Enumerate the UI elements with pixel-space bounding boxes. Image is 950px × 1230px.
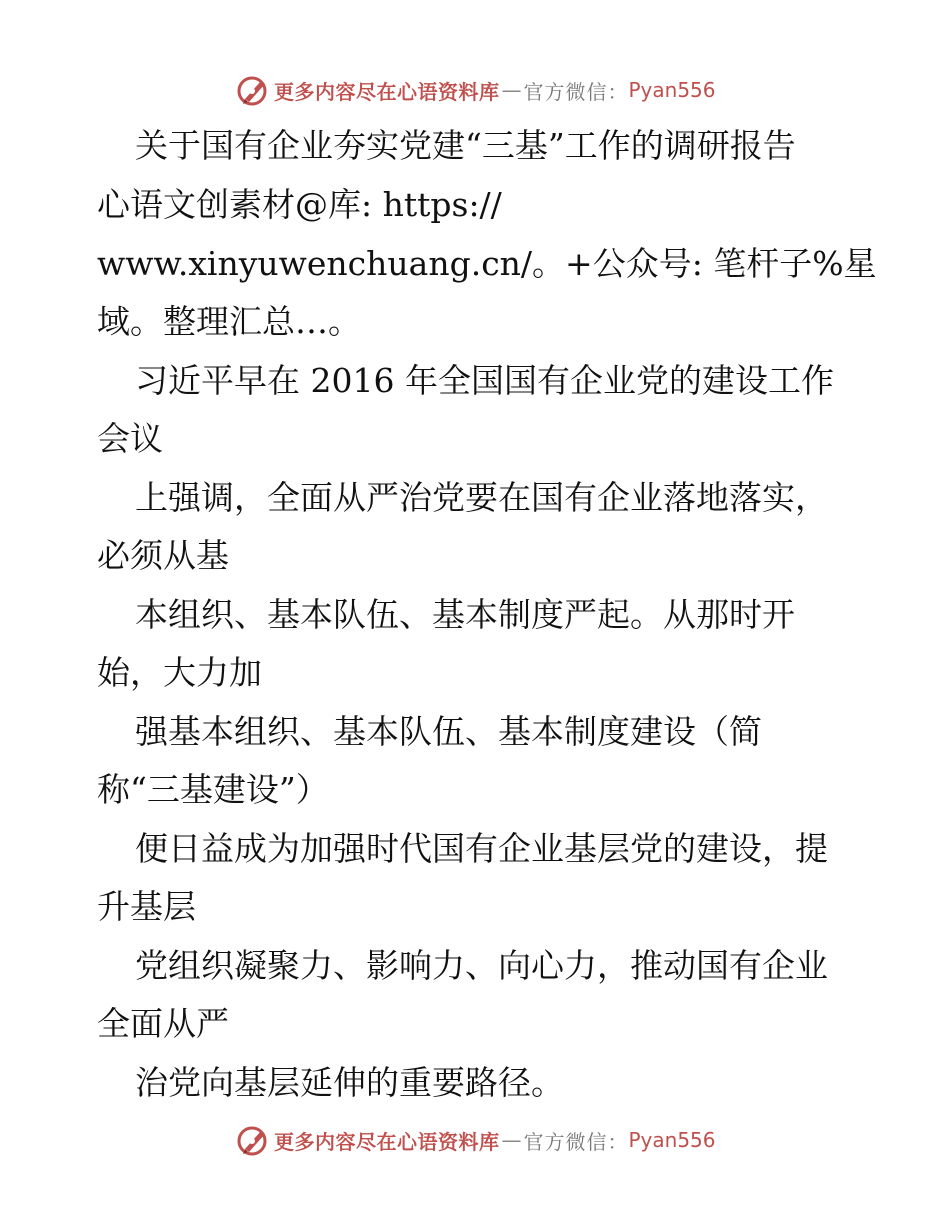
watermark-wechat-id: Pyan556 — [628, 1128, 716, 1152]
watermark-official-text: 官方微信： — [523, 1129, 629, 1154]
watermark-dash: — — [501, 78, 522, 102]
pen-logo-icon — [236, 73, 270, 107]
text-line: 称“三基建设”） — [97, 770, 329, 809]
watermark-main-text: 更多内容尽在心语资料库 — [274, 1129, 500, 1154]
text-line: 域。整理汇总…。 — [97, 302, 361, 341]
text-line: 习近平早在 2016 年全国国有企业党的建设工作 — [135, 361, 834, 400]
text-line: 党组织凝聚力、影响力、向心力，推动国有企业 — [135, 946, 828, 985]
text-line: 强基本组织、基本队伍、基本制度建设（简 — [135, 712, 762, 751]
text-line: 升基层 — [97, 887, 196, 926]
watermark-official-text: 官方微信： — [523, 79, 629, 104]
watermark-banner-top — [236, 72, 716, 108]
watermark-main-text: 更多内容尽在心语资料库 — [274, 79, 500, 104]
text-line: 必须从基 — [97, 536, 229, 575]
text-line: 便日益成为加强时代国有企业基层党的建设，提 — [135, 829, 828, 868]
text-line: 始，大力加 — [97, 653, 262, 692]
watermark-banner-bottom — [236, 1122, 716, 1158]
text-line: www.xinyuwenchuang.cn/。+公众号: 笔杆子%星 — [97, 244, 877, 283]
text-line: 治党向基层延伸的重要路径。 — [135, 1063, 564, 1102]
watermark-wechat-id: Pyan556 — [628, 78, 716, 102]
text-line: 本组织、基本队伍、基本制度严起。从那时开 — [135, 595, 795, 634]
text-line: 会议 — [97, 419, 163, 458]
pen-logo-icon — [236, 1123, 270, 1157]
document-title: 关于国有企业夯实党建“三基”工作的调研报告 — [135, 126, 796, 165]
text-line: 上强调，全面从严治党要在国有企业落地落实， — [135, 478, 828, 517]
text-line: 全面从严 — [97, 1004, 229, 1043]
watermark-dash: — — [501, 1128, 522, 1152]
text-line: 心语文创素材@库: https:// — [97, 185, 502, 224]
